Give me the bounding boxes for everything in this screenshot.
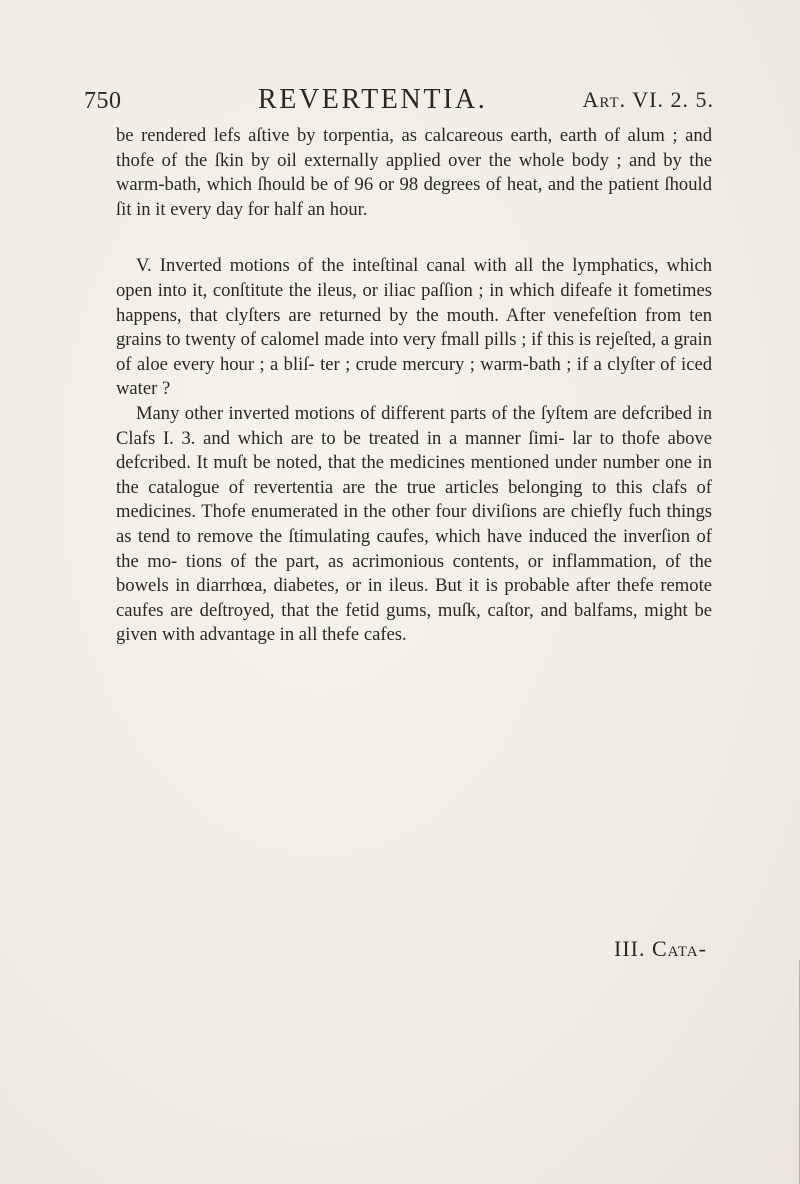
paragraph-gap — [116, 222, 712, 254]
corner-fold-mark — [0, 1158, 13, 1184]
paragraph-section-v: V. Inverted motions of the inteſtinal canal with all the lymphatics, which open into it, conſtitute the ileus, or iliac paſſion ; in which difeafe it fometimes happens, that clyſters are returned by the mouth. After venefeſtion from ten grains to twenty of calomel made into very fmall pills ; if this is rejeſted, a grain of aloe every hour ; a bliſ- ter ; crude mercury ; warm-bath ; if a clyſter of iced water ? — [116, 255, 712, 400]
page-header — [84, 84, 714, 120]
paragraph-continuation: be rendered lefs aſtive by torpentia, as calcareous earth, earth of alum ; and thofe of the ſkin by oil externally applied over the whole body ; and by the warm-bath, which ſhould be of 96 or 98 degrees of heat, and the patient ſhould ſit in it every day for half an hour. — [116, 125, 712, 220]
article-reference: Art. VI. 2. 5. — [582, 87, 714, 112]
paragraph-inverted-motions: Many other inverted motions of different parts of the ſyſtem are defcribed in Clafs I. 3. and which are to be treated in a manner ſimi- lar to thofe above defcribed. It muſt be noted, that the medicines mentioned under number one in the catalogue of revertentia are the true articles belonging to this clafs of medicines. Thofe enumerated in the other four diviſions are chiefly fuch things as tend to remove the ſtimulating caufes, which have induced the inverſion of the mo- tions of the part, as acrimonious contents, or inflammation, of the bowels in diarrhœa, diabetes, or in ileus. But it is probable after thefe remote caufes are deſtroyed, that the fetid gums, muſk, caſtor, and balfams, might be given with advantage in all thefe cafes. — [116, 402, 712, 646]
body-text — [116, 124, 712, 648]
catchword: III. Cata- — [614, 936, 707, 961]
page-number: 750 — [84, 88, 122, 114]
running-title: REVERTENTIA. — [258, 84, 488, 115]
